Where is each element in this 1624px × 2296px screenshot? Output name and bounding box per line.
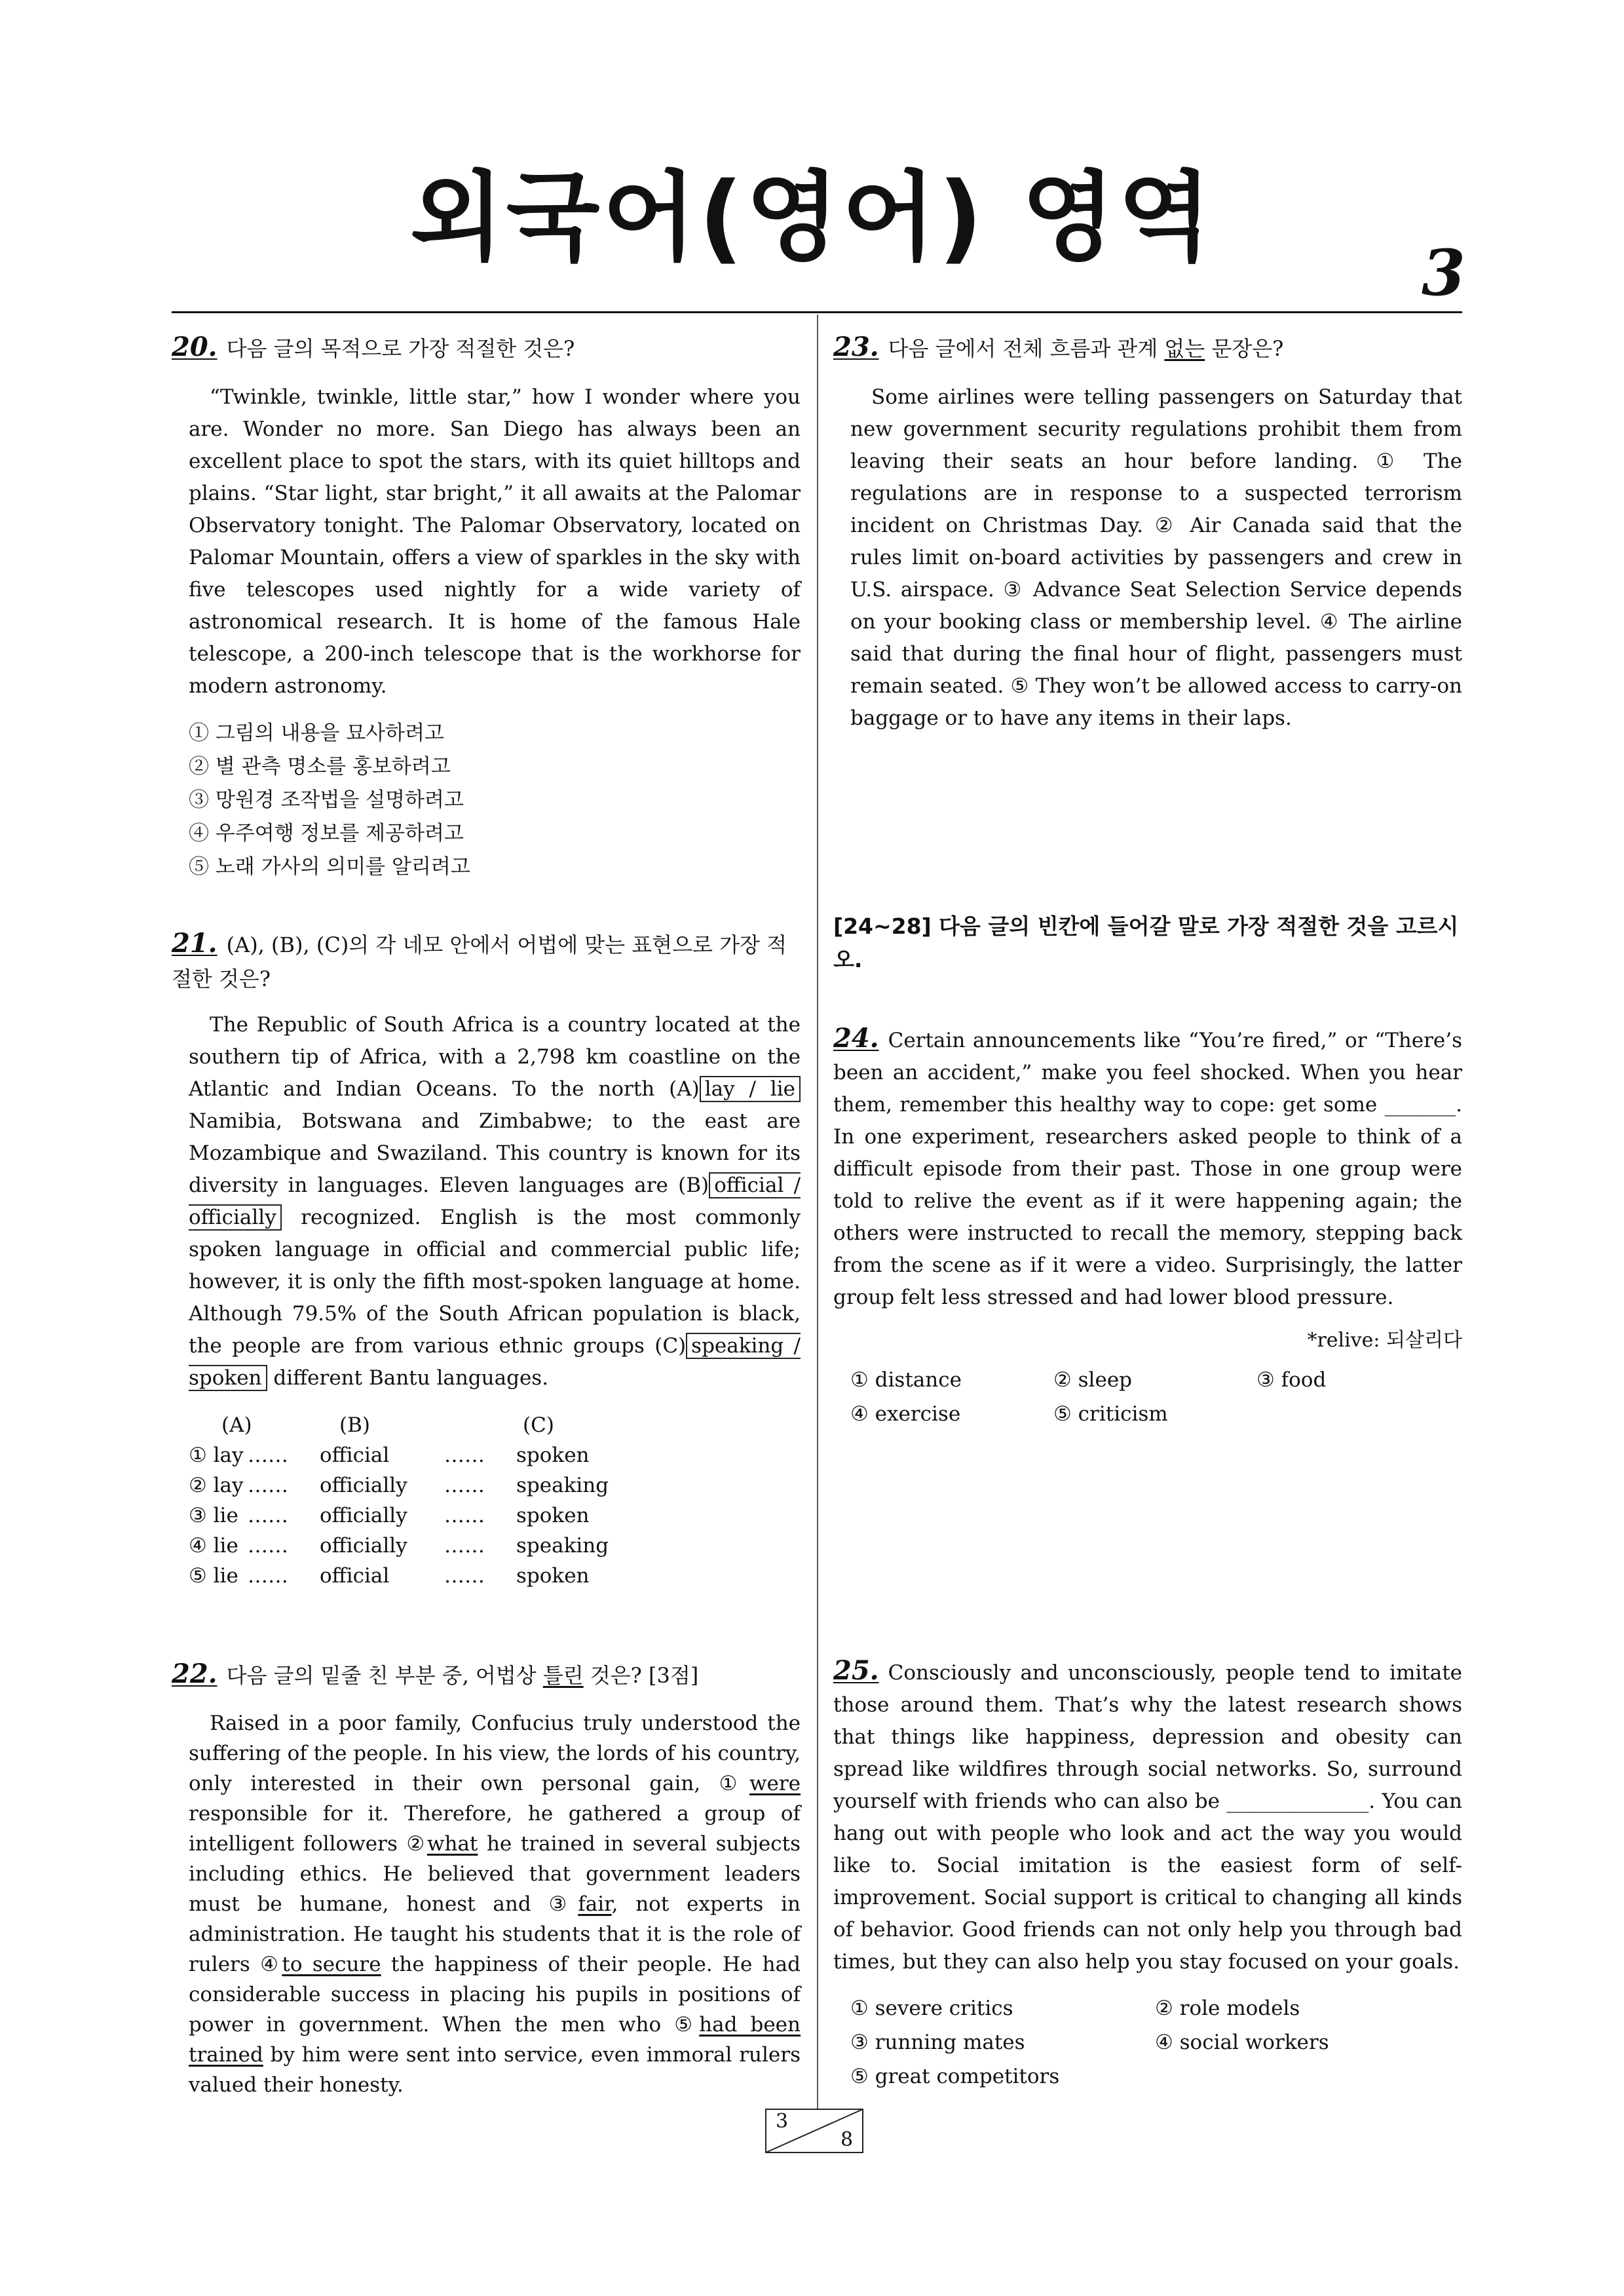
underlined-part-3: fair	[578, 1892, 612, 1916]
option-c: speaking	[516, 1534, 609, 1558]
col-c-header: (C)	[523, 1413, 554, 1437]
question-20	[172, 328, 801, 884]
dots: ……	[248, 1534, 288, 1558]
question-number: 24.	[833, 1023, 879, 1054]
question-prompt: (A), (B), (C)의 각 네모 안에서 어법에 맞는 표현으로 가장 적절한 것은?	[172, 932, 787, 991]
dots: ……	[248, 1564, 288, 1588]
answer-table	[189, 1410, 801, 1591]
option-a: ⑤ lie	[189, 1564, 238, 1588]
option-a: ④ lie	[189, 1534, 238, 1558]
dots: ……	[444, 1534, 485, 1558]
option-2[interactable]: ② 별 관측 명소를 홍보하려고	[189, 755, 451, 778]
col-gap	[248, 1410, 320, 1440]
option-b: officially	[320, 1474, 407, 1497]
option-3[interactable]: ③ 망원경 조작법을 설명하려고	[189, 788, 464, 812]
passage: Some airlines were telling passengers on Saturday that new government security regulations prohibit them from leaving their seats an hour before landing. ① The regulations are in response to a suspected terrorism incident on Christmas Day. ② Air Canada said that the rules limit on-board activities by passengers and crew in U.S. airspace. ③ Advance Seat Selection Service depends on your booking class or membership level. ④ The airline said that during the final hour of flight, passengers must remain seated. ⑤ They won’t be allowed access to carry-on baggage or to have any items in their laps.	[850, 385, 1462, 730]
dots: ……	[248, 1444, 288, 1467]
choice-box-c: speaking / spoken	[189, 1334, 801, 1390]
question-22	[172, 1655, 801, 2100]
passage-text: . You can hang out with people who look and act the way you would like to. Social imitation is the easiest form of self-improvement. Social support is critical to changing all kinds of behavior. Good friends can not only help you through bad times, but they can also help you stay focused on your goals.	[833, 1789, 1462, 1974]
passage-text: he trained in several subjects including ethics. He believed that government leaders must be humane, honest and	[189, 1832, 801, 1916]
dots: ……	[248, 1504, 288, 1527]
option-a: ① lay	[189, 1444, 244, 1467]
option-4[interactable]: ④ 우주여행 정보를 제공하려고	[189, 822, 464, 845]
underlined-part-2: what	[426, 1832, 478, 1856]
question-24	[833, 1022, 1462, 1431]
question-prompt: 것은? [3점]	[583, 1663, 699, 1688]
column-divider	[817, 315, 818, 2110]
option-a: ② lay	[189, 1474, 244, 1497]
option-3[interactable]	[189, 1501, 801, 1531]
left-column	[172, 328, 801, 2097]
passage	[189, 1708, 801, 2100]
section-instruction: [24~28] 다음 글의 빈칸에 들어갈 말로 가장 적절한 것을 고르시오.	[833, 913, 1459, 973]
header-rule	[172, 311, 1462, 313]
question-prompt-emphasis: 틀린	[542, 1663, 584, 1688]
option-4[interactable]: ④ exercise	[850, 1402, 961, 1426]
option-c: spoken	[516, 1564, 590, 1588]
blank: ______________	[1226, 1789, 1369, 1813]
passage: “Twinkle, twinkle, little star,” how I wonder where you are. Wonder no more. San Diego has always been an excellent place to spot the stars, with its quiet hilltops and plains. “Star light, star bright,” it all awaits at the Palomar Observatory tonight. The Palomar Observatory, located on Palomar Mountain, offers a view of sparkles in the sky with five telescopes used nightly for a wide variety of astronomical research. It is home of the famous Hale telescope, a 200-inch telescope that is the workhorse for modern astronomy.	[189, 385, 801, 698]
choice-box-a: lay / lie	[700, 1076, 801, 1102]
passage-text: Consciously and unconsciously, people tend to imitate those around them. That’s why the latest research shows that things like happiness, depression and obesity can spread like wildfires through social networks. So, surround yourself with friends who can also be	[833, 1661, 1462, 1813]
passage-text: by him were sent into service, even immoral rulers valued their honesty.	[189, 2043, 801, 2097]
option-4[interactable]	[189, 1531, 801, 1561]
question-number: 20.	[172, 332, 217, 362]
passage-text: Raised in a poor family, Confucius truly understood the suffering of the people. In his view, the lords of his country, only interested in their own personal gain,	[189, 1712, 801, 1795]
option-c: spoken	[516, 1504, 590, 1527]
question-prompt: 다음 글의 밑줄 친 부분 중, 어법상	[226, 1663, 543, 1688]
passage-text: the happiness of their people. He had considerable success in placing his pupils in positions of power in government. When the men who	[189, 1953, 801, 2037]
option-2[interactable]: ② role models	[1155, 1997, 1300, 2020]
option-1[interactable]	[189, 1440, 801, 1470]
option-5[interactable]: ⑤ criticism	[1053, 1402, 1168, 1426]
answer-table-header	[189, 1410, 801, 1440]
question-prompt: 다음 글의 목적으로 가장 적절한 것은?	[226, 336, 575, 361]
option-5[interactable]: ⑤ 노래 가사의 의미를 알리려고	[189, 855, 470, 879]
option-4[interactable]: ④ social workers	[1155, 2031, 1329, 2054]
dots: ……	[444, 1474, 485, 1497]
col-gap	[444, 1410, 516, 1440]
passage-text: Certain announcements like “You’re fired,” or “There’s been an accident,” make you feel shocked. When you hear them, remember this healthy way to cope: get some	[833, 1029, 1462, 1117]
passage-text: different Bantu languages.	[267, 1366, 549, 1390]
footnote: *relive: 되살리다	[1307, 1329, 1462, 1352]
current-page: 3	[776, 2110, 789, 2133]
marker-4: ④	[260, 1953, 282, 1976]
option-c: speaking	[516, 1474, 609, 1497]
question-prompt-emphasis: 없는	[1164, 336, 1205, 361]
passage-text: recognized. English is the most commonly spoken language in official and commercial public life; however, it is only the fifth most-spoken language at home. Although 79.5% of the South African population is black, the people are from various ethnic groups (C)	[189, 1206, 801, 1358]
answer-options	[850, 1991, 1462, 2094]
passage-text: Namibia, Botswana and Zimbabwe; to the east are Mozambique and Swaziland. This country is known for its diversity in languages. Eleven languages are (B)	[189, 1109, 801, 1197]
option-c: spoken	[516, 1444, 590, 1467]
right-column	[833, 328, 1462, 2088]
page-title: 외국어(영어) 영역	[409, 161, 1215, 274]
marker-5: ⑤	[674, 2013, 700, 2037]
option-1[interactable]: ① 그림의 내용을 묘사하려고	[189, 721, 444, 745]
answer-options	[850, 1363, 1462, 1431]
passage-text: , not experts in administration. He taught his students that it is the role of rulers	[189, 1892, 801, 1976]
question-prompt: 문장은?	[1205, 336, 1284, 361]
option-b: official	[320, 1564, 390, 1588]
option-5[interactable]	[189, 1561, 801, 1591]
question-number: 22.	[172, 1658, 217, 1689]
question-number: 25.	[833, 1655, 879, 1686]
passage-text: . In one experiment, researchers asked people to think of a difficult episode from their past. Those in one group were told to relive the event as if it were happening again; the others were instructed to recall the memory, stepping back from the scene as if it were a video. Surprisingly, the latter group felt less stressed and had lower blood pressure.	[833, 1093, 1462, 1309]
total-pages: 8	[840, 2128, 854, 2151]
question-21	[172, 924, 801, 1591]
choice-box-b: official / officially	[189, 1174, 801, 1229]
question-25	[833, 1655, 1462, 2094]
question-23	[833, 328, 1462, 735]
question-number: 23.	[833, 332, 879, 362]
option-b: officially	[320, 1534, 407, 1558]
option-3[interactable]: ③ food	[1256, 1368, 1327, 1392]
option-1[interactable]: ① distance	[850, 1368, 962, 1392]
dots: ……	[444, 1564, 485, 1588]
marker-3: ③	[548, 1892, 578, 1916]
option-2[interactable]	[189, 1470, 801, 1501]
page-number: 3	[1422, 236, 1465, 310]
dots: ……	[444, 1504, 485, 1527]
page-counter	[765, 2109, 863, 2153]
passage	[833, 1022, 1462, 1314]
marker-1: ①	[719, 1772, 749, 1795]
option-b: officially	[320, 1504, 407, 1527]
passage	[833, 1655, 1462, 1978]
option-5[interactable]: ⑤ great competitors	[850, 2065, 1060, 2088]
answer-options	[189, 717, 801, 884]
question-prompt: 다음 글에서 전체 흐름과 관계	[888, 336, 1165, 361]
option-2[interactable]: ② sleep	[1053, 1368, 1133, 1392]
dots: ……	[444, 1444, 485, 1467]
col-b-header: (B)	[339, 1413, 370, 1437]
col-a-header: (A)	[221, 1413, 252, 1437]
option-1[interactable]: ① severe critics	[850, 1997, 1013, 2020]
blank: _______	[1384, 1093, 1456, 1117]
underlined-part-4: to secure	[282, 1953, 381, 1976]
underlined-part-5: had been trained	[189, 2013, 801, 2067]
passage-text: responsible for it. Therefore, he gathered a group of intelligent followers	[189, 1802, 801, 1856]
underlined-part-1: were	[749, 1772, 801, 1795]
option-a: ③ lie	[189, 1504, 238, 1527]
passage	[189, 1009, 801, 1394]
passage-text: The Republic of South Africa is a country located at the southern tip of Africa, with a 2,798 km coastline on the Atlantic and Indian Oceans. To the north (A)	[189, 1013, 801, 1101]
option-3[interactable]: ③ running mates	[850, 2031, 1025, 2054]
option-b: official	[320, 1444, 390, 1467]
marker-2: ②	[406, 1832, 427, 1856]
question-number: 21.	[172, 928, 217, 959]
dots: ……	[248, 1474, 288, 1497]
